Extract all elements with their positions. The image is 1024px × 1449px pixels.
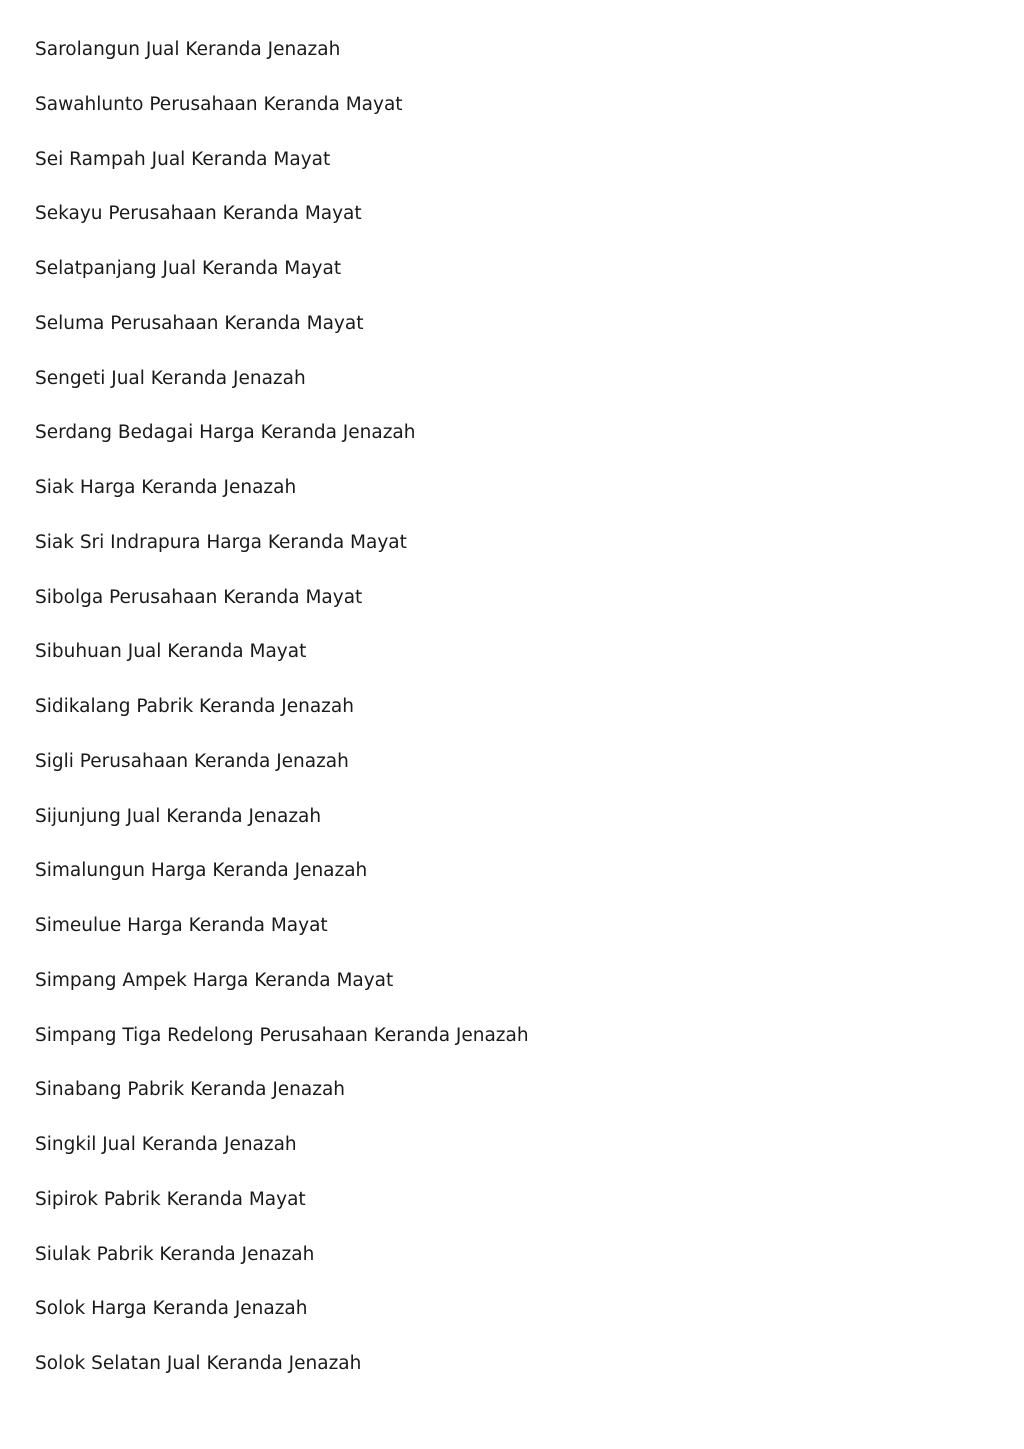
- list-item: Siak Harga Keranda Jenazah: [35, 477, 297, 498]
- list-item: Sidikalang Pabrik Keranda Jenazah: [35, 696, 354, 717]
- list-item: Siulak Pabrik Keranda Jenazah: [35, 1243, 315, 1265]
- list-item: Sei Rampah Jual Keranda Mayat: [35, 148, 331, 170]
- list-item: Seluma Perusahaan Keranda Mayat: [35, 312, 364, 334]
- list-item: Sarolangun Jual Keranda Jenazah: [35, 39, 341, 60]
- list-item: Siak Sri Indrapura Harga Keranda Mayat: [35, 531, 407, 553]
- list-item: Sibolga Perusahaan Keranda Mayat: [35, 586, 363, 608]
- list-item: Sigli Perusahaan Keranda Jenazah: [35, 750, 349, 772]
- list-item: Sibuhuan Jual Keranda Mayat: [35, 641, 307, 663]
- location-list: [35, 35, 529, 1404]
- list-item: Sawahlunto Perusahaan Keranda Mayat: [35, 93, 403, 115]
- list-item: Simpang Tiga Redelong Perusahaan Keranda Jenazah: [35, 1024, 529, 1046]
- list-item: Simalungun Harga Keranda Jenazah: [35, 860, 368, 882]
- list-item: Sipirok Pabrik Keranda Mayat: [35, 1188, 306, 1210]
- list-item: Sekayu Perusahaan Keranda Mayat: [35, 203, 362, 225]
- list-item: Simeulue Harga Keranda Mayat: [35, 915, 328, 936]
- list-item: Sinabang Pabrik Keranda Jenazah: [35, 1079, 346, 1101]
- list-item: Serdang Bedagai Harga Keranda Jenazah: [35, 422, 416, 444]
- list-item: Solok Harga Keranda Jenazah: [35, 1298, 308, 1320]
- list-item: Sijunjung Jual Keranda Jenazah: [35, 805, 322, 827]
- list-item: Singkil Jual Keranda Jenazah: [35, 1134, 297, 1155]
- list-item: Sengeti Jual Keranda Jenazah: [35, 367, 306, 389]
- list-item: Selatpanjang Jual Keranda Mayat: [35, 258, 342, 279]
- list-item: Solok Selatan Jual Keranda Jenazah: [35, 1353, 362, 1374]
- list-item: Simpang Ampek Harga Keranda Mayat: [35, 969, 394, 991]
